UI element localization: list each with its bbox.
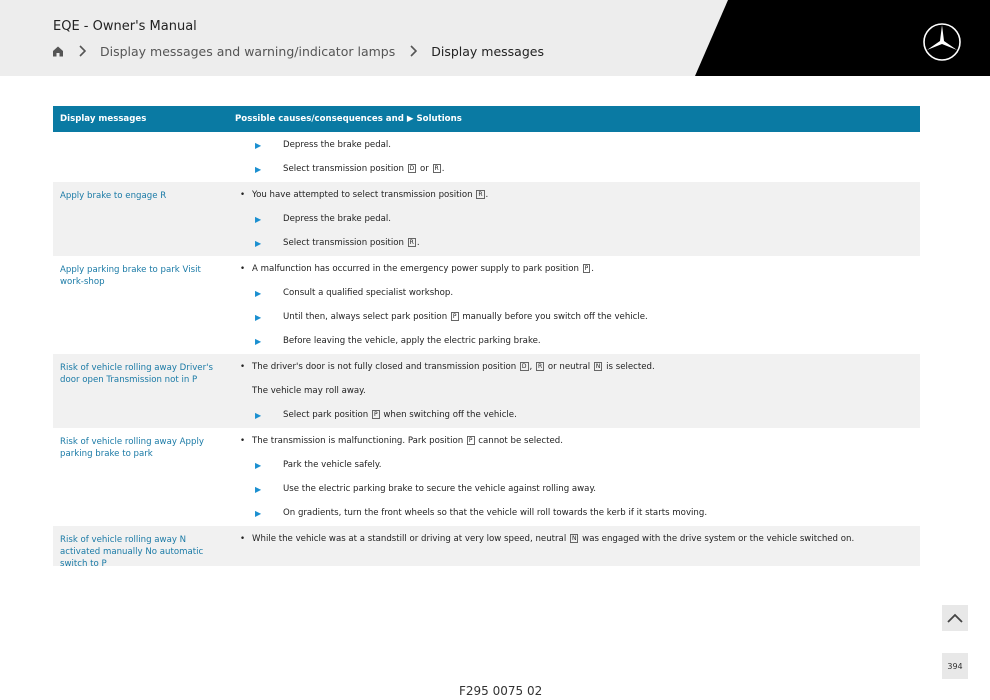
line-text: when switching off the vehicle.: [380, 410, 517, 420]
line-text: A malfunction has occurred in the emergency power supply to park position: [252, 264, 582, 274]
line-text: Select park position: [283, 410, 371, 420]
solution-line: [283, 238, 420, 248]
solution-line: [283, 460, 382, 470]
cause-line: [252, 362, 655, 372]
line-text: Depress the brake pedal.: [283, 140, 392, 150]
transmission-key: N: [595, 363, 601, 370]
solution-arrow-icon: ▶: [255, 141, 262, 150]
line-text: manually before you switch off the vehicle.: [459, 312, 648, 322]
solution-line: [283, 484, 596, 494]
solution-line: [283, 164, 444, 174]
column-header-causes: Possible causes/consequences and ▶ Solutions: [235, 114, 462, 124]
solution-arrow-icon: ▶: [255, 509, 262, 518]
bullet-icon: •: [240, 534, 246, 544]
header: [0, 0, 990, 76]
page-number-button[interactable]: 394: [942, 653, 968, 679]
cause-line: [252, 386, 366, 396]
breadcrumb: [52, 42, 544, 60]
line-text: You have attempted to select transmission position: [252, 190, 476, 200]
scroll-to-top-button[interactable]: [942, 605, 968, 631]
solution-line: [283, 214, 391, 224]
line-text: The vehicle may roll away.: [252, 386, 366, 396]
table-row: [53, 428, 920, 526]
bullet-icon: •: [240, 362, 246, 372]
line-text: Consult a qualified specialist workshop.: [283, 288, 454, 298]
transmission-key: R: [409, 239, 414, 246]
bullet-icon: •: [240, 436, 246, 446]
breadcrumb-item-current: Display messages: [431, 43, 544, 59]
bullet-icon: •: [240, 190, 246, 200]
transmission-key: R: [478, 191, 483, 198]
solution-line: [283, 410, 517, 420]
line-text: .: [441, 164, 445, 174]
line-text: While the vehicle was at a standstill or driving at very low speed, neutral: [252, 534, 569, 544]
display-message-text: Risk of vehicle rolling away N activated manually No automatic switch to P: [60, 535, 204, 569]
table-row: [53, 182, 920, 256]
table-row: [53, 526, 920, 569]
cause-line: [252, 534, 854, 544]
line-text: Depress the brake pedal.: [283, 214, 392, 224]
solution-arrow-icon: ▶: [255, 215, 262, 224]
line-text: Before leaving the vehicle, apply the electric parking brake.: [283, 336, 541, 346]
column-header-display: Display messages: [60, 114, 147, 124]
transmission-key: P: [468, 437, 473, 444]
line-text: was engaged with the drive system or the vehicle switched on.: [579, 534, 855, 544]
solution-arrow-icon: ▶: [255, 337, 262, 346]
line-text: The transmission is malfunctioning. Park position: [252, 436, 466, 446]
solution-arrow-icon: ▶: [255, 289, 262, 298]
line-text: Select transmission position: [283, 238, 407, 248]
solution-arrow-icon: ▶: [255, 411, 262, 420]
line-text: or neutral: [545, 362, 593, 372]
cause-line: [252, 264, 594, 274]
transmission-key: P: [584, 265, 589, 272]
solution-line: [283, 312, 648, 322]
solution-arrow-icon: ▶: [255, 313, 262, 322]
transmission-key: P: [452, 313, 457, 320]
home-icon[interactable]: [52, 45, 64, 57]
line-text: Select transmission position: [283, 164, 407, 174]
transmission-key: R: [434, 165, 439, 172]
line-text: .: [485, 190, 489, 200]
solution-arrow-icon: ▶: [255, 239, 262, 248]
chevron-right-icon: [78, 45, 86, 57]
chevron-up-icon: [947, 613, 963, 623]
line-text: Use the electric parking brake to secure the vehicle against rolling away.: [283, 484, 597, 494]
image-code: F295 0075 02: [459, 684, 543, 698]
display-messages-table: [53, 106, 920, 569]
table-header: [53, 106, 920, 132]
transmission-key: D: [521, 363, 527, 370]
display-message-text: Apply parking brake to park Visit work-shop: [60, 265, 201, 287]
bullet-icon: •: [240, 264, 246, 274]
display-message-text: Risk of vehicle rolling away Apply parking brake to park: [60, 437, 204, 459]
solution-arrow-icon: ▶: [255, 461, 262, 470]
cause-line: [252, 436, 563, 446]
solution-arrow-icon: ▶: [255, 165, 262, 174]
doc-title: EQE - Owner's Manual: [53, 19, 197, 34]
transmission-key: D: [409, 165, 415, 172]
transmission-key: R: [538, 363, 543, 370]
line-text: Park the vehicle safely.: [283, 460, 382, 470]
transmission-key: P: [373, 411, 378, 418]
line-text: .: [591, 264, 594, 274]
line-text: On gradients, turn the front wheels so that the vehicle will roll towards the kerb if it starts moving.: [283, 508, 708, 518]
mercedes-star-logo[interactable]: [922, 22, 962, 62]
display-message-text: Apply brake to engage R: [60, 191, 167, 201]
table-row: [53, 256, 920, 354]
solution-line: [283, 140, 391, 150]
solution-line: [283, 508, 707, 518]
breadcrumb-item[interactable]: Display messages and warning/indicator lamps: [100, 43, 396, 59]
line-text: is selected.: [603, 362, 655, 372]
chevron-right-icon: [409, 45, 417, 57]
line-text: The driver's door is not fully closed and transmission position: [252, 362, 519, 372]
line-text: ,: [529, 362, 535, 372]
cause-line: [252, 190, 488, 200]
table-row: [53, 132, 920, 182]
solution-line: [283, 288, 453, 298]
display-message-text: Risk of vehicle rolling away Driver's door open Transmission not in P: [60, 363, 213, 385]
line-text: cannot be selected.: [475, 436, 563, 446]
line-text: or: [417, 164, 432, 174]
transmission-key: N: [571, 535, 577, 542]
solution-arrow-icon: ▶: [255, 485, 262, 494]
line-text: Until then, always select park position: [283, 312, 450, 322]
solution-line: [283, 336, 541, 346]
table-row: [53, 354, 920, 428]
line-text: .: [416, 238, 420, 248]
